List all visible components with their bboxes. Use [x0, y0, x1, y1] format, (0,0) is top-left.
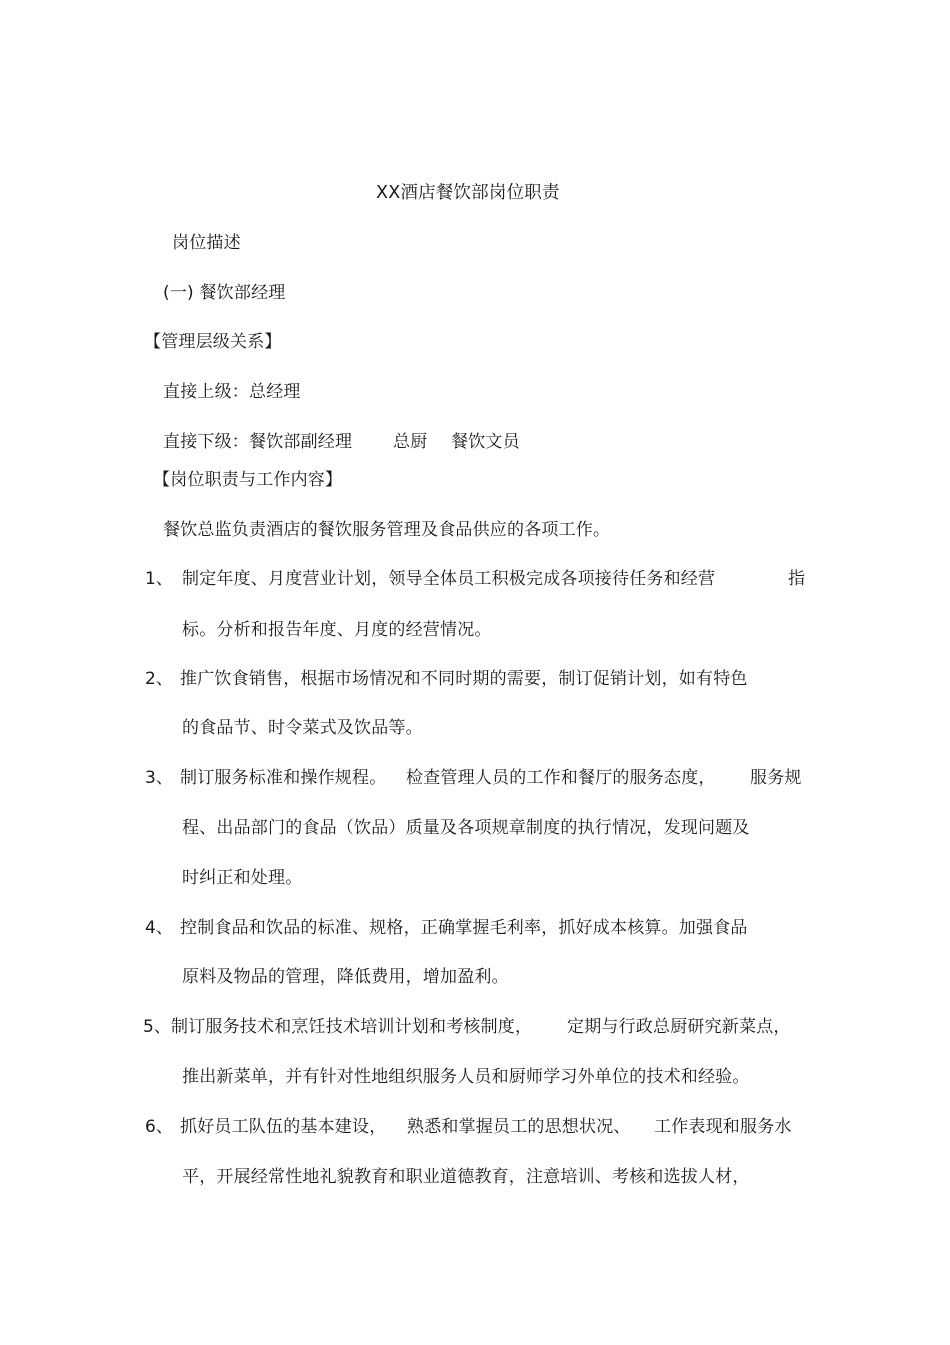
list-item-text: 指	[788, 569, 806, 589]
list-item-number: 5、	[143, 1017, 171, 1037]
direct-subordinate-item: 餐饮文员	[451, 432, 520, 452]
list-item-text: 熟悉和掌握员工的思想状况、	[407, 1117, 631, 1137]
duties-intro: 餐饮总监负责酒店的餐饮服务管理及食品供应的各项工作。	[163, 520, 611, 540]
subsection-heading: (一) 餐饮部经理	[163, 283, 286, 303]
list-item-text: 工作表现和服务水	[654, 1117, 792, 1137]
list-item-text: 程、出品部门的食品（饮品）质量及各项规章制度的执行情况，发现问题及	[182, 818, 750, 838]
list-item-text: 推广饮食销售，根据市场情况和不同时期的需要，制订促销计划，如有特色	[180, 669, 748, 689]
direct-subordinate-item: 总厨	[393, 432, 428, 452]
list-item-text: 推出新菜单，并有针对性地组织服务人员和厨师学习外单位的技术和经验。	[182, 1067, 750, 1087]
list-item-text: 标。分析和报告年度、月度的经营情况。	[182, 620, 492, 640]
list-item-number: 4、	[145, 918, 173, 938]
list-item-text: 制定年度、月度营业计划，领导全体员工积极完成各项接待任务和经营	[182, 569, 716, 589]
list-item-text: 控制食品和饮品的标准、规格，正确掌握毛利率，抓好成本核算。加强食品	[180, 918, 748, 938]
direct-superior: 直接上级：总经理	[163, 382, 301, 402]
list-item-text: 制订服务技术和烹饪技术培训计划和考核制度，	[171, 1017, 533, 1037]
list-item-number: 1、	[145, 569, 173, 589]
direct-subordinate-label: 直接下级：餐饮部副经理	[163, 432, 353, 452]
list-item-number: 3、	[145, 768, 173, 788]
management-heading: 【管理层级关系】	[144, 332, 282, 352]
duties-heading: 【岗位职责与工作内容】	[153, 470, 343, 490]
list-item-text: 服务规	[750, 768, 802, 788]
list-item-text: 原料及物品的管理，降低费用，增加盈利。	[182, 967, 509, 987]
list-item-text: 的食品节、时令菜式及饮品等。	[182, 718, 423, 738]
document-title: XX酒店餐饮部岗位职责	[376, 183, 560, 203]
section-heading: 岗位描述	[172, 233, 241, 253]
list-item-text: 定期与行政总厨研究新菜点，	[567, 1017, 791, 1037]
list-item-text: 制订服务标准和操作规程。	[180, 768, 387, 788]
list-item-number: 2、	[145, 669, 173, 689]
list-item-text: 检查管理人员的工作和餐厅的服务态度，	[406, 768, 716, 788]
list-item-text: 平，开展经常性地礼貌教育和职业道德教育，注意培训、考核和选拔人材，	[182, 1167, 750, 1187]
list-item-text: 抓好员工队伍的基本建设，	[180, 1117, 387, 1137]
list-item-number: 6、	[145, 1117, 173, 1137]
list-item-text: 时纠正和处理。	[182, 868, 303, 888]
